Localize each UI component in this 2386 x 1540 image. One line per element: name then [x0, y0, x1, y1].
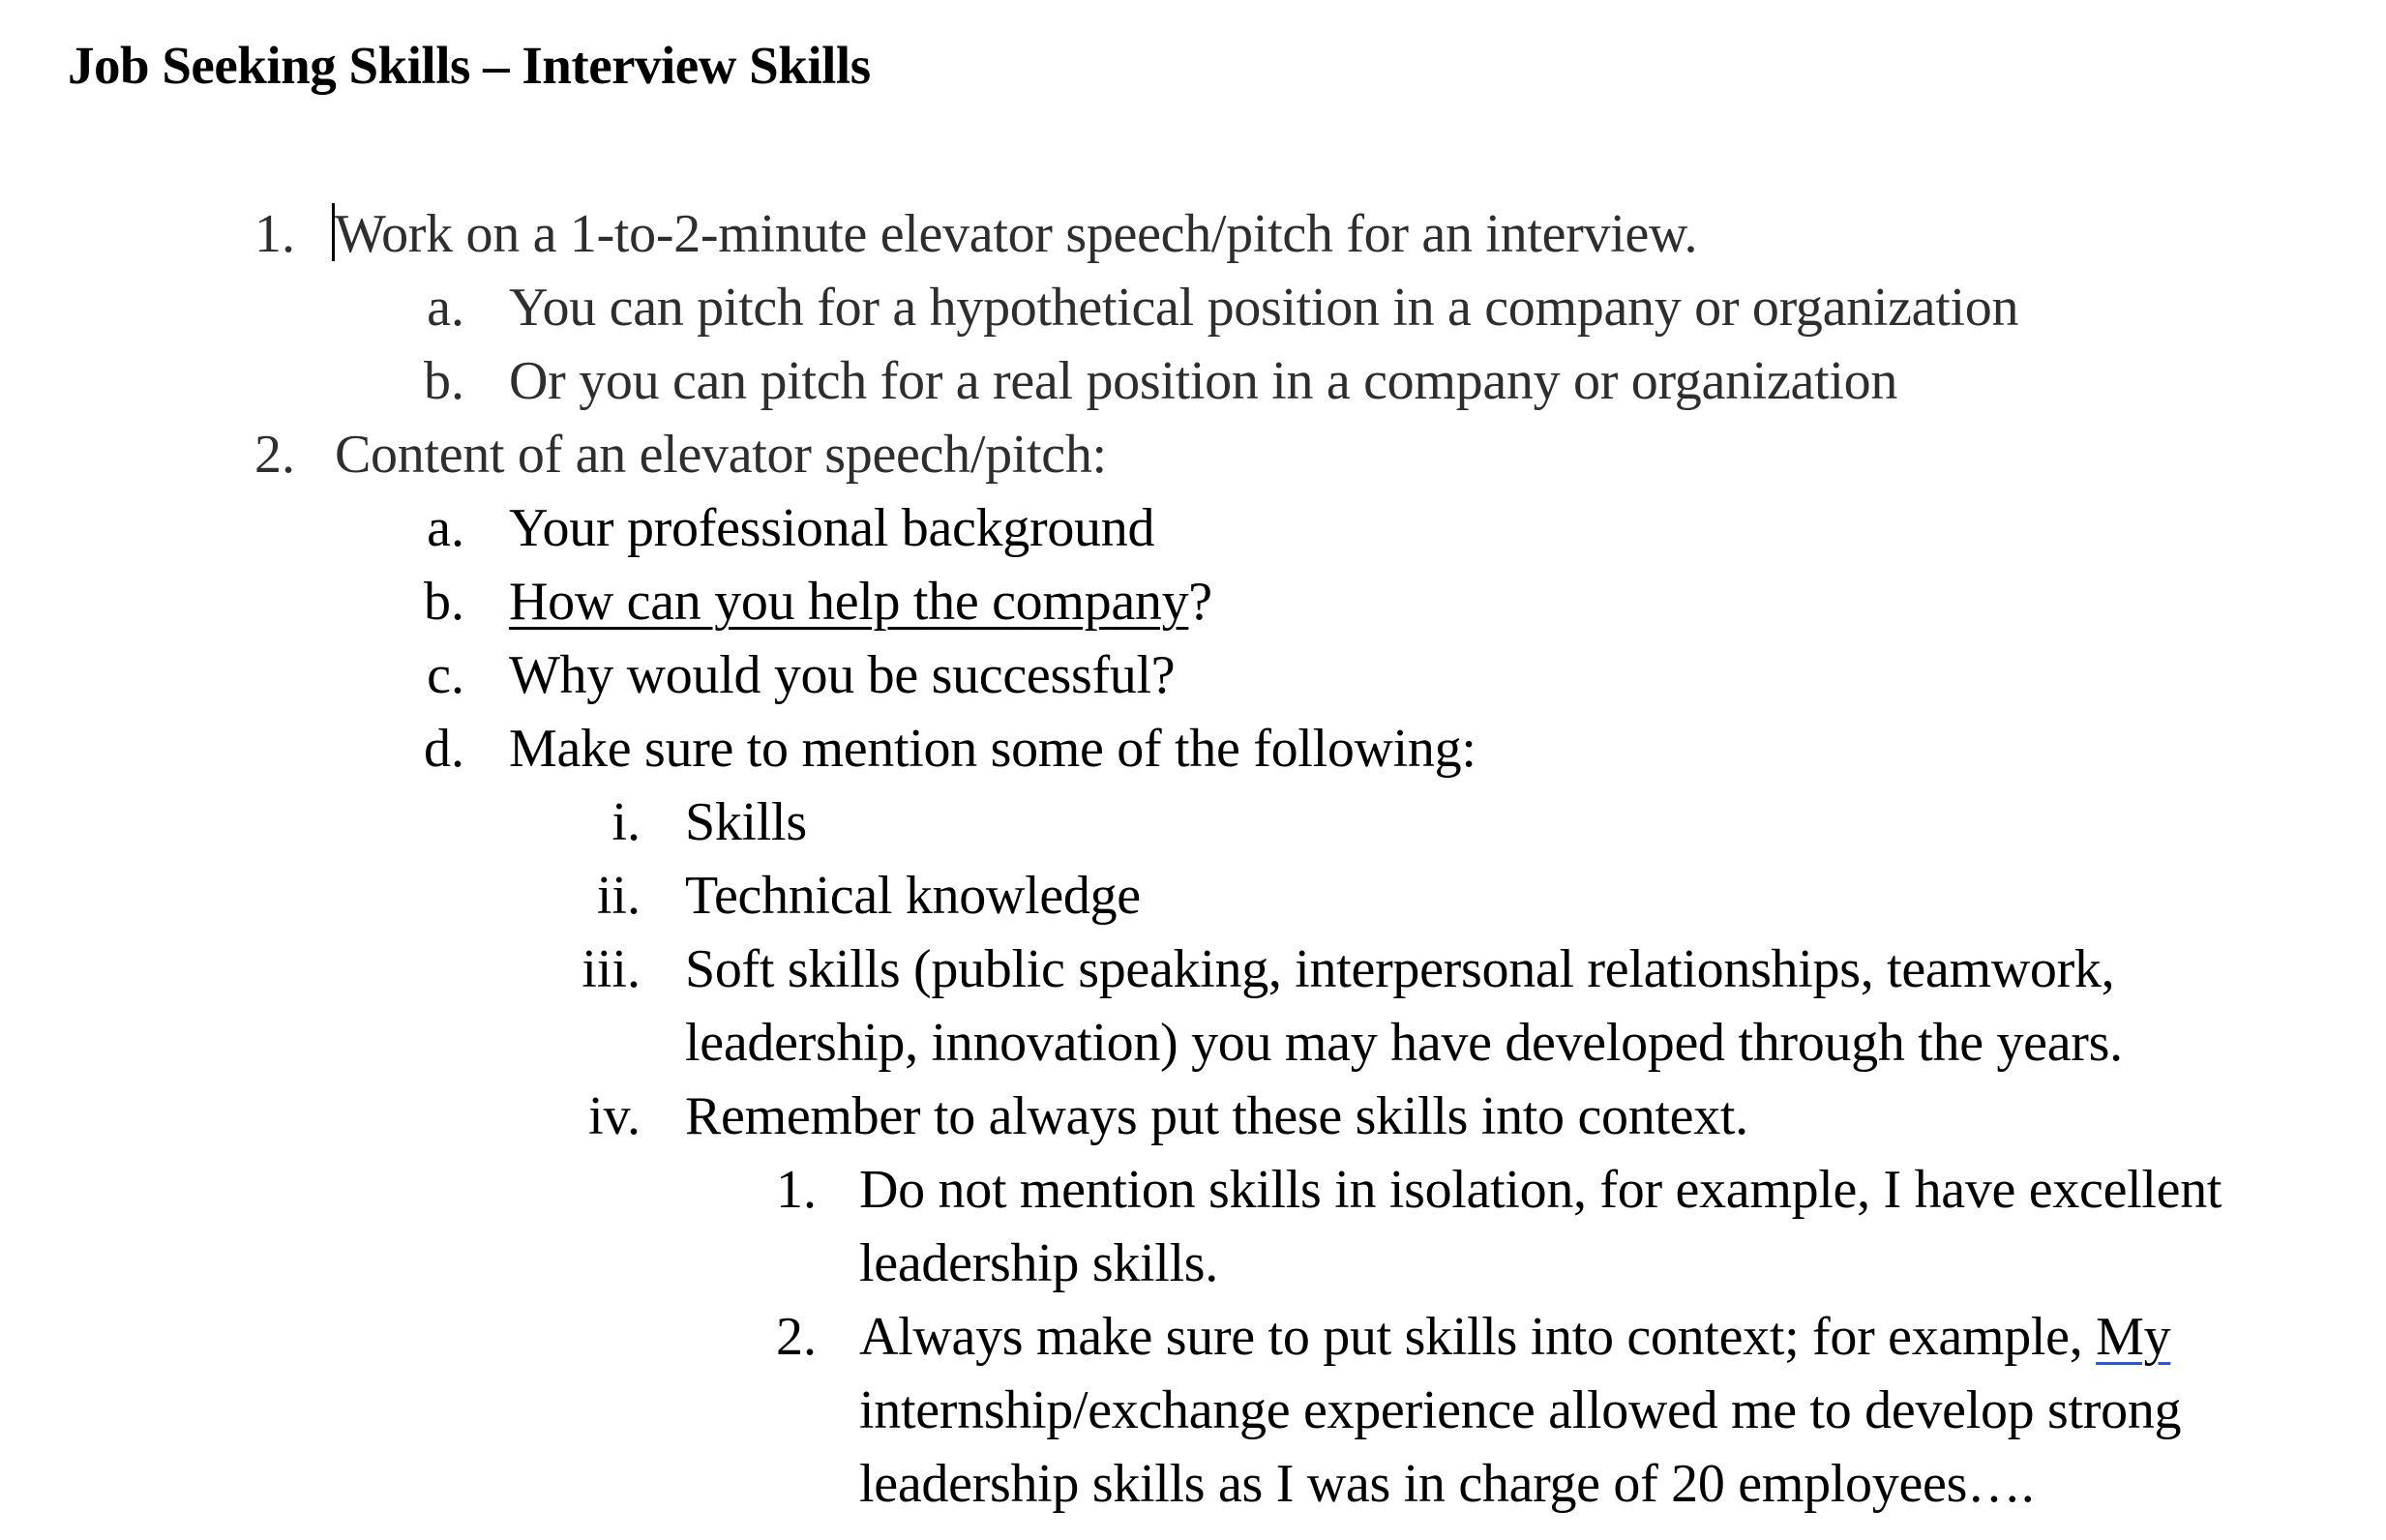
list-marker: iii.	[582, 939, 641, 999]
list-marker: ii.	[596, 866, 641, 926]
list-item-text: Your professional background	[509, 498, 1155, 558]
list-item-text: Or you can pitch for a real position in a company or organization	[509, 351, 1898, 411]
list-marker: i.	[611, 792, 641, 852]
list-item-text: Work on a 1-to-2-minute elevator speech/pitch for an interview.	[335, 204, 1698, 264]
list-marker: 2.	[254, 425, 295, 485]
list-marker: b.	[424, 572, 464, 632]
list-item-text-continued: leadership, innovation) you may have developed through the years.	[685, 1013, 2123, 1073]
list-item-text: Do not mention skills in isolation, for example, I have excellent	[859, 1160, 2222, 1220]
underlined-text: How can you help the company	[509, 572, 1189, 632]
list-item-text-continued: leadership skills as I was in charge of 20 employees….	[859, 1454, 2035, 1514]
list-marker: iv.	[588, 1086, 641, 1146]
list-marker: b.	[424, 351, 464, 411]
list-marker: a.	[427, 498, 464, 558]
list-item-text: You can pitch for a hypothetical position in a company or organization	[509, 278, 2019, 338]
list-item-text: Skills	[685, 792, 807, 852]
grammar-flagged-word[interactable]: My	[2096, 1307, 2171, 1367]
list-item-text: Content of an elevator speech/pitch:	[335, 425, 1107, 485]
list-marker: 2.	[776, 1307, 817, 1367]
list-item-text: Why would you be successful?	[509, 645, 1176, 705]
list-marker: a.	[427, 278, 464, 338]
list-item-text	[509, 565, 1212, 638]
list-item-text-continued: leadership skills.	[859, 1233, 1218, 1293]
list-item-text: Remember to always put these skills into context.	[685, 1086, 1748, 1146]
list-marker: c.	[427, 645, 464, 705]
list-marker: 1.	[254, 204, 295, 264]
list-item-text: Technical knowledge	[685, 866, 1141, 926]
text-segment: Always make sure to put skills into context; for example,	[859, 1307, 2097, 1367]
list-marker: 1.	[776, 1160, 817, 1220]
list-item-text	[859, 1300, 2170, 1374]
list-marker: d.	[424, 719, 464, 779]
list-item-text: Soft skills (public speaking, interpersonal relationships, teamwork,	[685, 939, 2115, 999]
text-suffix: ?	[1188, 572, 1212, 632]
list-item-text: Make sure to mention some of the following:	[509, 719, 1476, 779]
list-item-text-continued: internship/exchange experience allowed me to develop strong	[859, 1380, 2182, 1440]
document-title: Job Seeking Skills – Interview Skills	[68, 36, 871, 95]
